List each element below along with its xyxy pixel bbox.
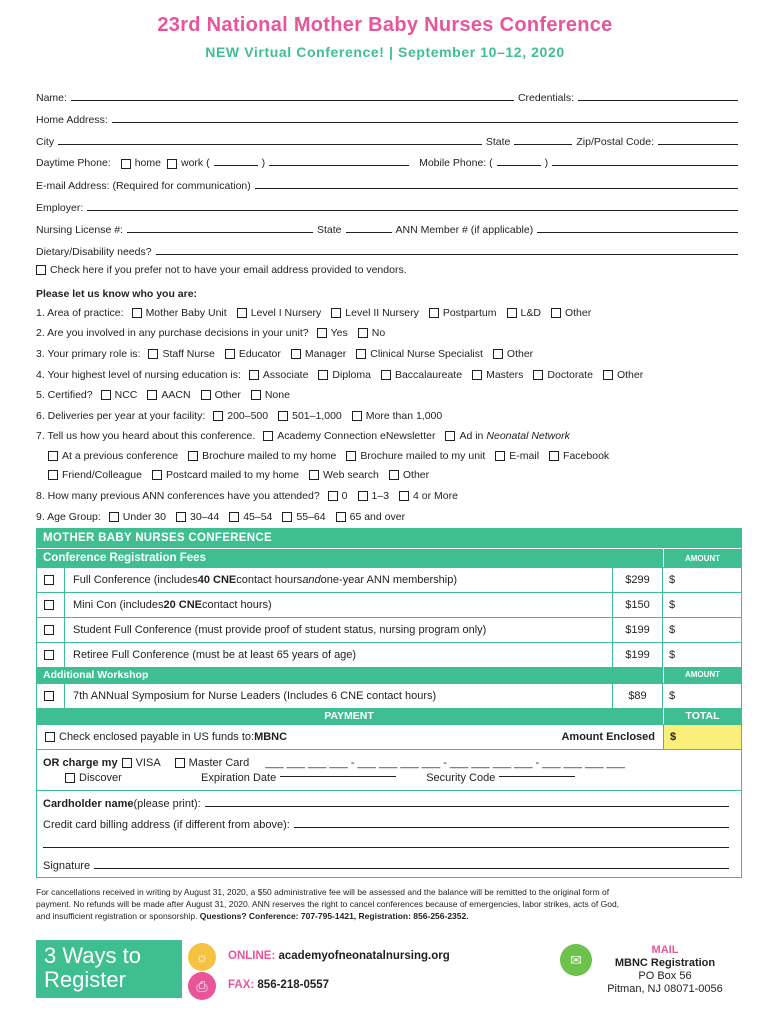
ways-line-1: 3 Ways to bbox=[44, 943, 141, 968]
name-field[interactable] bbox=[71, 100, 514, 101]
survey-option bbox=[381, 369, 462, 381]
zip-field[interactable] bbox=[658, 144, 738, 145]
survey-checkbox[interactable] bbox=[282, 512, 292, 522]
expiration-label: Expiration Date bbox=[201, 771, 277, 784]
survey-option-label: Masters bbox=[486, 369, 524, 381]
survey-checkbox[interactable] bbox=[201, 390, 211, 400]
fax-row bbox=[228, 979, 329, 991]
survey-checkbox[interactable] bbox=[533, 370, 543, 380]
fee-row bbox=[37, 567, 741, 592]
amount-header: AMOUNT bbox=[663, 667, 741, 683]
online-url[interactable]: academyofneonatalnursing.org bbox=[278, 950, 450, 962]
cardholder-row bbox=[43, 795, 733, 810]
survey-option bbox=[225, 348, 281, 360]
survey-option-label: Facebook bbox=[563, 450, 610, 462]
survey-option bbox=[429, 307, 497, 319]
survey-option-label: Doctorate bbox=[547, 369, 593, 381]
city-row bbox=[36, 130, 742, 148]
fee-checkbox[interactable] bbox=[44, 575, 54, 585]
survey-option-label: Staff Nurse bbox=[162, 348, 215, 360]
survey-option-label: NCC bbox=[114, 389, 138, 401]
survey-option bbox=[472, 369, 523, 381]
billing-field-2[interactable] bbox=[43, 847, 729, 848]
survey-option-label: Educator bbox=[238, 348, 281, 360]
q2-row bbox=[36, 325, 742, 341]
license-label: Nursing License #: bbox=[36, 224, 123, 236]
fee-desc: Student Full Conference (must provide proof of student status, nursing program only) bbox=[65, 618, 613, 642]
mail-icon: ✉ bbox=[560, 944, 592, 976]
survey-checkbox[interactable] bbox=[551, 308, 561, 318]
survey-option bbox=[318, 369, 371, 381]
survey-option bbox=[358, 327, 385, 339]
city-label: City bbox=[36, 136, 55, 148]
survey-option-label: Associate bbox=[262, 369, 309, 381]
fee-checkbox[interactable] bbox=[44, 625, 54, 635]
q4-row bbox=[36, 367, 742, 383]
fee-row bbox=[37, 617, 741, 642]
survey-option-label: 0 bbox=[341, 490, 348, 502]
survey-checkbox[interactable] bbox=[346, 451, 356, 461]
survey-option bbox=[147, 389, 190, 401]
survey-checkbox[interactable] bbox=[317, 328, 327, 338]
questions-contact: Questions? Conference: 707-795-1421, Registration: 856-256-2352. bbox=[199, 911, 469, 921]
license-state-label: State bbox=[316, 224, 342, 236]
survey-option-label: Level II Nursery bbox=[345, 307, 419, 319]
fee-desc: Retiree Full Conference (must be at least 65 years of age) bbox=[65, 643, 613, 667]
q9-label: 9. Age Group: bbox=[36, 511, 101, 523]
survey-option-label: Manager bbox=[304, 348, 347, 360]
email-field[interactable] bbox=[255, 188, 738, 189]
survey-checkbox[interactable] bbox=[358, 328, 368, 338]
vendor-opt-label: Check here if you prefer not to have your email address provided to vendors. bbox=[50, 264, 407, 276]
fee-amount-field[interactable]: $ bbox=[669, 599, 676, 611]
survey-option-label: Other bbox=[616, 369, 644, 381]
billing-row-2 bbox=[43, 839, 733, 851]
survey-checkbox[interactable] bbox=[429, 308, 439, 318]
survey-option-label: Baccalaureate bbox=[394, 369, 463, 381]
survey-option-label: Diploma bbox=[332, 369, 371, 381]
fee-desc: Mini Con (includes 20 CNE contact hours) bbox=[65, 593, 613, 617]
survey-option bbox=[278, 410, 342, 422]
signature-row bbox=[43, 857, 733, 872]
employer-field[interactable] bbox=[87, 210, 738, 211]
payment-band bbox=[37, 708, 741, 724]
visa-checkbox[interactable] bbox=[122, 758, 132, 768]
fax-label: FAX: bbox=[228, 979, 255, 991]
survey-option-label: 1–3 bbox=[371, 490, 390, 502]
fee-price: $199 bbox=[613, 643, 663, 667]
fee-price: $199 bbox=[613, 618, 663, 642]
q7-option-label: Ad in bbox=[459, 430, 484, 442]
fee-row bbox=[37, 642, 741, 667]
license-state-field[interactable] bbox=[346, 232, 392, 233]
work-phone-field[interactable] bbox=[269, 165, 409, 166]
workshop-title bbox=[37, 667, 741, 683]
workshop-title-text: Additional Workshop bbox=[43, 669, 149, 681]
vendor-opt-checkbox[interactable] bbox=[36, 265, 46, 275]
survey-checkbox[interactable] bbox=[148, 349, 158, 359]
survey-option bbox=[399, 490, 458, 502]
q7-row bbox=[36, 428, 742, 444]
survey-checkbox[interactable] bbox=[229, 512, 239, 522]
payment-title: PAYMENT bbox=[324, 710, 374, 722]
survey-option bbox=[251, 389, 290, 401]
survey-option bbox=[331, 307, 419, 319]
survey-checkbox[interactable] bbox=[495, 451, 505, 461]
survey-checkbox[interactable] bbox=[493, 349, 503, 359]
online-label: ONLINE: bbox=[228, 950, 276, 962]
survey-option-label: Mother Baby Unit bbox=[145, 307, 227, 319]
fee-price: $150 bbox=[613, 593, 663, 617]
cancellation-policy bbox=[36, 886, 742, 922]
check-payee: MBNC bbox=[254, 731, 288, 743]
survey-option bbox=[48, 450, 178, 462]
survey-checkbox[interactable] bbox=[389, 470, 399, 480]
survey-checkbox[interactable] bbox=[132, 308, 142, 318]
survey-option bbox=[213, 410, 268, 422]
ways-to-register-box bbox=[36, 940, 182, 998]
survey-option bbox=[309, 469, 379, 481]
survey-option bbox=[188, 450, 336, 462]
q7-ad-italic: Neonatal Network bbox=[486, 430, 570, 442]
mail-block bbox=[590, 944, 740, 996]
total-field[interactable]: $ bbox=[663, 725, 741, 749]
q4-label: 4. Your highest level of nursing education is: bbox=[36, 369, 241, 381]
charge-label: OR charge my bbox=[43, 756, 118, 769]
policy-line: and insufficient registration or sponsorship. Questions? Conference: 707-795-1421, Registration: 856-256-2352. bbox=[36, 911, 469, 921]
q7-checkbox[interactable] bbox=[263, 431, 273, 441]
survey-option-label: No bbox=[371, 327, 386, 339]
dietary-row bbox=[36, 240, 742, 258]
survey-option-label: Other bbox=[564, 307, 592, 319]
q5-row bbox=[36, 387, 742, 403]
survey-option bbox=[282, 511, 325, 523]
fax-icon: ⎙ bbox=[188, 972, 216, 1000]
survey-checkbox[interactable] bbox=[472, 370, 482, 380]
amount-header: AMOUNT bbox=[663, 549, 741, 568]
mastercard-checkbox[interactable] bbox=[175, 758, 185, 768]
survey-checkbox[interactable] bbox=[237, 308, 247, 318]
survey-checkbox[interactable] bbox=[309, 470, 319, 480]
ann-member-field[interactable] bbox=[537, 232, 738, 233]
signature-field[interactable] bbox=[94, 868, 729, 869]
billing-row bbox=[43, 816, 733, 831]
survey-checkbox[interactable] bbox=[109, 512, 119, 522]
q1-row bbox=[36, 305, 742, 321]
fee-checkbox[interactable] bbox=[44, 600, 54, 610]
q7-label: 7. Tell us how you heard about this conference. bbox=[36, 430, 256, 442]
survey-option-label: 4 or More bbox=[413, 490, 458, 502]
survey-option bbox=[389, 469, 429, 481]
fees-title-text: Conference Registration Fees bbox=[43, 552, 206, 564]
survey-checkbox[interactable] bbox=[225, 349, 235, 359]
survey-checkbox[interactable] bbox=[352, 411, 362, 421]
survey-option bbox=[551, 307, 591, 319]
phone-row bbox=[36, 151, 742, 169]
survey-option-label: 30–44 bbox=[190, 511, 220, 523]
survey-option-label: Postcard mailed to my home bbox=[165, 469, 300, 481]
credentials-field[interactable] bbox=[578, 100, 738, 101]
survey-option bbox=[176, 511, 219, 523]
q7-option-label: Academy Connection eNewsletter bbox=[277, 430, 436, 442]
home-address-field[interactable] bbox=[112, 122, 738, 123]
billing-field[interactable] bbox=[294, 827, 729, 828]
survey-option bbox=[132, 307, 227, 319]
home-address-label: Home Address: bbox=[36, 114, 108, 126]
q2-label: 2. Are you involved in any purchase decisions in your unit? bbox=[36, 327, 309, 339]
zip-label: Zip/Postal Code: bbox=[576, 136, 654, 148]
cardholder-label-bold: Cardholder name bbox=[43, 798, 134, 810]
survey-checkbox[interactable] bbox=[188, 451, 198, 461]
name-label: Name: bbox=[36, 92, 67, 104]
q7-option bbox=[445, 430, 483, 442]
survey-option bbox=[48, 469, 142, 481]
mobile-phone-field[interactable] bbox=[552, 165, 738, 166]
survey-option bbox=[109, 511, 166, 523]
survey-option-label: Brochure mailed to my home bbox=[202, 450, 337, 462]
survey-checkbox[interactable] bbox=[328, 491, 338, 501]
mail-line: MBNC Registration bbox=[614, 957, 716, 969]
survey-option bbox=[291, 348, 346, 360]
q8-row bbox=[36, 488, 742, 504]
cardholder-field[interactable] bbox=[205, 806, 729, 807]
check-label: Check enclosed payable in US funds to: bbox=[59, 731, 255, 743]
q8-label: 8. How many previous ANN conferences have you attended? bbox=[36, 490, 320, 502]
workshop-row bbox=[37, 683, 741, 708]
state-label: State bbox=[485, 136, 511, 148]
fee-amount-field[interactable]: $ bbox=[669, 624, 676, 636]
survey-checkbox[interactable] bbox=[336, 512, 346, 522]
q6-label: 6. Deliveries per year at your facility: bbox=[36, 410, 206, 422]
fee-amount-field[interactable]: $ bbox=[669, 649, 676, 661]
dietary-label: Dietary/Disability needs? bbox=[36, 246, 152, 258]
ann-member-label: ANN Member # (if applicable) bbox=[395, 224, 534, 236]
survey-option-label: L&D bbox=[520, 307, 541, 319]
globe-icon: ☼ bbox=[188, 943, 216, 971]
page-title: 23rd National Mother Baby Nurses Conference bbox=[157, 14, 613, 36]
mastercard-label: Master Card bbox=[188, 756, 250, 769]
discover-row bbox=[65, 770, 735, 785]
cardholder-label: (please print): bbox=[133, 798, 201, 810]
city-field[interactable] bbox=[58, 144, 482, 145]
survey-checkbox[interactable] bbox=[331, 308, 341, 318]
survey-option-label: Other bbox=[214, 389, 241, 401]
email-label: E-mail Address: (Required for communication) bbox=[36, 180, 251, 192]
total-header: TOTAL bbox=[663, 708, 741, 724]
work-checkbox[interactable] bbox=[167, 159, 177, 169]
survey-option-label: E-mail bbox=[509, 450, 540, 462]
survey-option-label: Clinical Nurse Specialist bbox=[370, 348, 483, 360]
workshop-desc: 7th ANNual Symposium for Nurse Leaders (Includes 6 CNE contact hours) bbox=[65, 684, 613, 708]
visa-label: VISA bbox=[135, 756, 161, 769]
work-close-paren: ) bbox=[261, 157, 266, 169]
fee-desc: Full Conference (includes 40 CNE contact hours and one-year ANN membership) bbox=[65, 568, 613, 592]
address-row bbox=[36, 108, 742, 126]
email-row bbox=[36, 174, 742, 192]
survey-heading: Please let us know who you are: bbox=[36, 288, 198, 300]
survey-option-label: Level I Nursery bbox=[250, 307, 322, 319]
survey-checkbox[interactable] bbox=[603, 370, 613, 380]
survey-checkbox[interactable] bbox=[549, 451, 559, 461]
charge-row bbox=[43, 755, 733, 770]
workshop-amount-field[interactable]: $ bbox=[669, 690, 676, 702]
survey-option bbox=[148, 348, 214, 360]
survey-option bbox=[237, 307, 322, 319]
survey-option-label: None bbox=[264, 389, 290, 401]
survey-option bbox=[336, 511, 405, 523]
mail-line: PO Box 56 bbox=[638, 970, 692, 982]
license-field[interactable] bbox=[127, 232, 313, 233]
signature-label: Signature bbox=[43, 860, 91, 872]
survey-checkbox[interactable] bbox=[48, 451, 58, 461]
policy-line: payment. No refunds will be made after August 31, 2020. ANN reserves the right to cancel conferences because of emergencies, labor strikes, acts of God, bbox=[36, 899, 620, 909]
survey-option-label: More than 1,000 bbox=[365, 410, 443, 422]
survey-option bbox=[229, 511, 272, 523]
survey-option-label: Other bbox=[402, 469, 430, 481]
card-number-field[interactable]: ___ ___ ___ ___ - ___ ___ ___ ___ - ___ ___ ___ ___ - ___ ___ ___ ___ bbox=[265, 756, 625, 769]
credentials-label: Credentials: bbox=[517, 92, 574, 104]
mail-line: Pitman, NJ 08071-0056 bbox=[607, 983, 723, 995]
survey-option bbox=[101, 389, 138, 401]
home-checkbox[interactable] bbox=[121, 159, 131, 169]
billing-label: Credit card billing address (if different from above): bbox=[43, 819, 290, 831]
fees-title bbox=[37, 548, 741, 567]
survey-checkbox[interactable] bbox=[48, 470, 58, 480]
survey-option bbox=[328, 490, 348, 502]
q6-row bbox=[36, 408, 742, 424]
daytime-phone-label: Daytime Phone: bbox=[36, 157, 111, 169]
work-label: work ( bbox=[180, 157, 210, 169]
survey-option bbox=[352, 410, 442, 422]
fee-checkbox[interactable] bbox=[44, 650, 54, 660]
survey-option bbox=[249, 369, 309, 381]
check-checkbox[interactable] bbox=[45, 732, 55, 742]
survey-option-label: 200–500 bbox=[227, 410, 269, 422]
survey-option bbox=[152, 469, 299, 481]
employer-row bbox=[36, 196, 742, 214]
survey-checkbox[interactable] bbox=[356, 349, 366, 359]
work-area-code-field[interactable] bbox=[214, 165, 258, 166]
q1-label: 1. Area of practice: bbox=[36, 307, 124, 319]
survey-checkbox[interactable] bbox=[381, 370, 391, 380]
q7-row-b bbox=[48, 448, 754, 464]
state-field[interactable] bbox=[514, 144, 572, 145]
discover-checkbox[interactable] bbox=[65, 773, 75, 783]
policy-line: For cancellations received in writing by August 31, 2020, a $50 administrative fee will be assessed and the balance will be remitted to the original form of bbox=[36, 887, 610, 897]
page-subtitle: NEW Virtual Conference! | September 10–12, 2020 bbox=[205, 44, 565, 60]
q7-checkbox[interactable] bbox=[445, 431, 455, 441]
workshop-checkbox[interactable] bbox=[44, 691, 54, 701]
survey-checkbox[interactable] bbox=[249, 370, 259, 380]
fee-price: $299 bbox=[613, 568, 663, 592]
survey-checkbox[interactable] bbox=[507, 308, 517, 318]
survey-option-label: Other bbox=[506, 348, 534, 360]
survey-option-label: Friend/Colleague bbox=[62, 469, 142, 481]
ways-line-2: Register bbox=[44, 967, 126, 992]
security-label: Security Code bbox=[426, 771, 496, 784]
fax-number: 856-218-0557 bbox=[257, 979, 330, 991]
registration-table bbox=[36, 528, 742, 878]
survey-option bbox=[201, 389, 241, 401]
survey-checkbox[interactable] bbox=[278, 411, 288, 421]
survey-checkbox[interactable] bbox=[101, 390, 111, 400]
survey-option-label: 501–1,000 bbox=[292, 410, 342, 422]
survey-option bbox=[495, 450, 539, 462]
survey-option-label: Web search bbox=[323, 469, 379, 481]
survey-option-label: 65 and over bbox=[349, 511, 406, 523]
survey-checkbox[interactable] bbox=[251, 390, 261, 400]
q7-row-c bbox=[48, 467, 754, 483]
survey-option-label: Yes bbox=[330, 327, 348, 339]
survey-checkbox[interactable] bbox=[213, 411, 223, 421]
survey-checkbox[interactable] bbox=[291, 349, 301, 359]
survey-option bbox=[533, 369, 593, 381]
workshop-price: $89 bbox=[613, 684, 663, 708]
mobile-label: Mobile Phone: ( bbox=[419, 157, 493, 169]
name-row bbox=[36, 86, 742, 104]
mobile-area-code-field[interactable] bbox=[497, 165, 541, 166]
survey-option bbox=[603, 369, 643, 381]
dietary-field[interactable] bbox=[156, 254, 738, 255]
license-row bbox=[36, 218, 742, 236]
q9-row bbox=[36, 509, 742, 525]
home-label: home bbox=[134, 157, 161, 169]
survey-checkbox[interactable] bbox=[399, 491, 409, 501]
mobile-close-paren: ) bbox=[544, 157, 549, 169]
q3-row bbox=[36, 346, 742, 362]
q7-option bbox=[263, 430, 435, 442]
employer-label: Employer: bbox=[36, 202, 84, 214]
expiration-field[interactable] bbox=[280, 776, 396, 777]
survey-option bbox=[356, 348, 483, 360]
survey-option-label: 55–64 bbox=[296, 511, 326, 523]
survey-option bbox=[358, 490, 390, 502]
survey-option bbox=[549, 450, 609, 462]
survey-option-label: Under 30 bbox=[122, 511, 166, 523]
survey-checkbox[interactable] bbox=[358, 491, 368, 501]
mail-label: MAIL bbox=[651, 944, 679, 956]
survey-checkbox[interactable] bbox=[318, 370, 328, 380]
fee-row bbox=[37, 592, 741, 617]
survey-checkbox[interactable] bbox=[147, 390, 157, 400]
security-field[interactable] bbox=[499, 776, 575, 777]
fee-amount-field[interactable]: $ bbox=[669, 574, 676, 586]
online-row bbox=[228, 950, 450, 962]
survey-checkbox[interactable] bbox=[152, 470, 162, 480]
survey-option bbox=[507, 307, 541, 319]
survey-option bbox=[493, 348, 533, 360]
survey-option-label: At a previous conference bbox=[62, 450, 179, 462]
survey-option bbox=[317, 327, 348, 339]
section-title: MOTHER BABY NURSES CONFERENCE bbox=[37, 529, 741, 548]
amount-enclosed-label: Amount Enclosed bbox=[561, 731, 655, 743]
discover-label: Discover bbox=[79, 771, 122, 784]
q3-label: 3. Your primary role is: bbox=[36, 348, 141, 360]
survey-option-label: Postpartum bbox=[442, 307, 497, 319]
vendor-opt-row bbox=[36, 262, 742, 278]
survey-option bbox=[346, 450, 485, 462]
survey-option-label: Brochure mailed to my unit bbox=[360, 450, 486, 462]
check-row bbox=[37, 724, 741, 749]
q5-label: 5. Certified? bbox=[36, 389, 93, 401]
survey-option-label: AACN bbox=[161, 389, 191, 401]
survey-checkbox[interactable] bbox=[176, 512, 186, 522]
survey-option-label: 45–54 bbox=[243, 511, 273, 523]
